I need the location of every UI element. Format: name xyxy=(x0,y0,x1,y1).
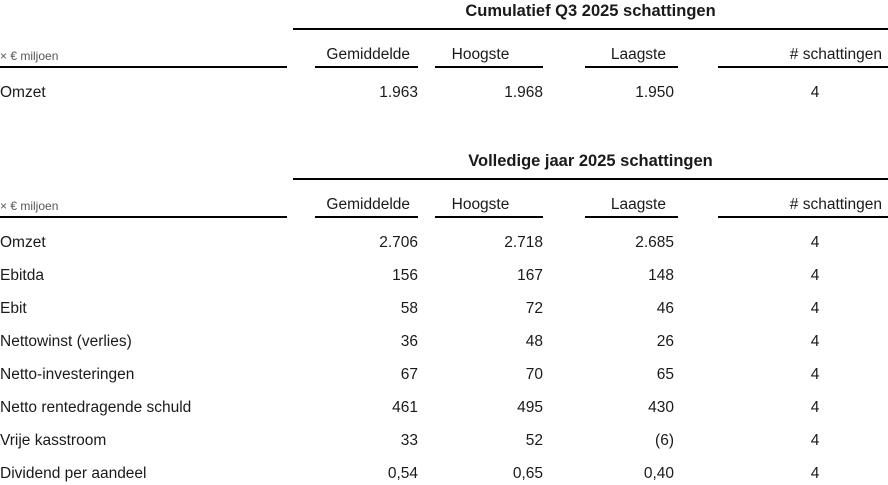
row-label: Omzet xyxy=(0,84,46,101)
table-row xyxy=(0,457,888,485)
row-label: Nettowinst (verlies) xyxy=(0,333,132,350)
value-hoogste: 1.968 xyxy=(504,84,543,101)
value-laagste: 1.950 xyxy=(635,84,674,101)
table-body xyxy=(0,218,888,485)
row-label: Netto-investeringen xyxy=(0,366,135,383)
value-gemiddelde: 33 xyxy=(400,432,418,449)
value-gemiddelde: 156 xyxy=(392,267,418,284)
table-row xyxy=(0,358,888,391)
value-hoogste: 0,65 xyxy=(512,465,543,482)
column-header-laagste: Laagste xyxy=(543,30,678,68)
row-label: Ebit xyxy=(0,300,27,317)
value-schattingen: 4 xyxy=(810,234,820,251)
value-hoogste: 2.718 xyxy=(504,234,543,251)
value-laagste: 430 xyxy=(648,399,674,416)
table-cumulatief-q3-2025 xyxy=(0,0,888,109)
column-header-hoogste: Hoogste xyxy=(418,30,543,68)
column-header-laagste: Laagste xyxy=(543,180,678,218)
value-hoogste: 52 xyxy=(525,432,543,449)
column-header-row xyxy=(0,180,888,218)
value-laagste: 46 xyxy=(656,300,674,317)
value-schattingen: 4 xyxy=(810,84,820,101)
value-laagste: 26 xyxy=(656,333,674,350)
column-header-gemiddelde: Gemiddelde xyxy=(293,30,418,68)
value-laagste: 65 xyxy=(656,366,674,383)
value-gemiddelde: 58 xyxy=(400,300,418,317)
value-schattingen: 4 xyxy=(810,300,820,317)
column-header-hoogste: Hoogste xyxy=(418,180,543,218)
unit-label: × € miljoen xyxy=(0,199,59,213)
title-spacer xyxy=(0,150,293,180)
value-hoogste: 70 xyxy=(525,366,543,383)
value-hoogste: 167 xyxy=(517,267,543,284)
value-gemiddelde: 36 xyxy=(400,333,418,350)
value-schattingen: 4 xyxy=(810,399,820,416)
table-row xyxy=(0,325,888,358)
column-header-schattingen: # schattingen xyxy=(678,30,888,68)
value-gemiddelde: 0,54 xyxy=(387,465,418,482)
value-laagste: 2.685 xyxy=(635,234,674,251)
value-laagste: (6) xyxy=(655,432,674,449)
value-gemiddelde: 461 xyxy=(392,399,418,416)
value-hoogste: 495 xyxy=(517,399,543,416)
table-title: Cumulatief Q3 2025 schattingen xyxy=(293,0,888,30)
row-label: Ebitda xyxy=(0,267,44,284)
row-label: Omzet xyxy=(0,234,46,251)
column-header-row xyxy=(0,30,888,68)
value-hoogste: 72 xyxy=(525,300,543,317)
column-header-schattingen: # schattingen xyxy=(678,180,888,218)
unit-label: × € miljoen xyxy=(0,49,59,63)
table-title-row xyxy=(0,150,888,180)
unit-label-cell xyxy=(0,180,293,218)
value-laagste: 0,40 xyxy=(643,465,674,482)
table-body xyxy=(0,68,888,109)
value-hoogste: 48 xyxy=(525,333,543,350)
table-row xyxy=(0,226,888,259)
table-row xyxy=(0,391,888,424)
value-gemiddelde: 2.706 xyxy=(379,234,418,251)
table-title-row xyxy=(0,0,888,30)
title-spacer xyxy=(0,0,293,30)
value-schattingen: 4 xyxy=(810,333,820,350)
table-row xyxy=(0,76,888,109)
table-row xyxy=(0,292,888,325)
row-label: Dividend per aandeel xyxy=(0,465,147,482)
row-label: Netto rentedragende schuld xyxy=(0,399,192,416)
table-row xyxy=(0,424,888,457)
table-row xyxy=(0,259,888,292)
unit-label-cell xyxy=(0,30,293,68)
value-schattingen: 4 xyxy=(810,267,820,284)
row-label: Vrije kasstroom xyxy=(0,432,107,449)
table-volledige-jaar-2025 xyxy=(0,150,888,485)
value-gemiddelde: 67 xyxy=(400,366,418,383)
column-header-gemiddelde: Gemiddelde xyxy=(293,180,418,218)
value-schattingen: 4 xyxy=(810,465,820,482)
value-schattingen: 4 xyxy=(810,366,820,383)
value-laagste: 148 xyxy=(648,267,674,284)
value-schattingen: 4 xyxy=(810,432,820,449)
table-title: Volledige jaar 2025 schattingen xyxy=(293,150,888,180)
value-gemiddelde: 1.963 xyxy=(379,84,418,101)
